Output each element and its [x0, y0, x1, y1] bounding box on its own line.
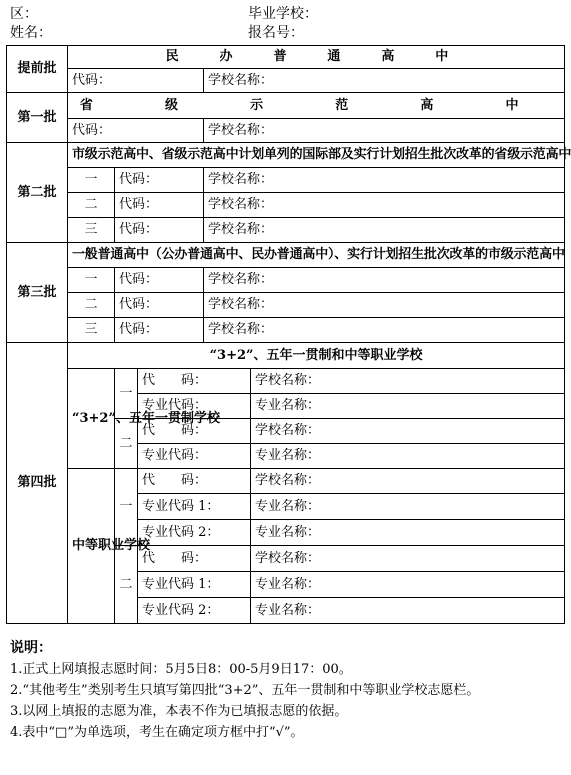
code-field[interactable]: 代码：	[115, 293, 204, 318]
fourth-batch-title-row	[7, 343, 565, 369]
code-field[interactable]: 代码：	[115, 193, 204, 218]
choice-number: 三	[68, 218, 115, 243]
first-batch-title-row	[7, 93, 565, 119]
school-name-field[interactable]: 学校名称：	[251, 546, 565, 572]
school-name-field[interactable]: 学校名称：	[204, 193, 565, 218]
graduation-school-label: 毕业学校：	[248, 6, 318, 22]
major-name-field[interactable]: 专业名称：	[251, 494, 565, 520]
third-batch-note: 一般普通高中（公办普通高中、民办普通高中）、实行计划招生批次改革的市级示范高中	[68, 243, 565, 268]
second-batch-note-row	[7, 143, 565, 168]
fourth-batch-title: “3+2”、五年一贯制和中等职业学校	[68, 343, 565, 369]
choice-number: 二	[115, 419, 138, 469]
code-field[interactable]: 代 码：	[138, 369, 251, 394]
school-name-field[interactable]: 学校名称：	[204, 268, 565, 293]
code-field[interactable]: 代 码：	[138, 546, 251, 572]
student-name-label: 姓名：	[10, 25, 52, 41]
choice-number: 一	[115, 369, 138, 419]
registration-number-label: 报名号：	[248, 25, 304, 41]
major-code-field[interactable]: 专业代码：	[138, 444, 251, 469]
major-name-field[interactable]: 专业名称：	[251, 572, 565, 598]
early-batch-label: 提前批	[7, 46, 68, 93]
second-batch-note: 市级示范高中、省级示范高中计划单列的国际部及实行计划招生批次改革的省级示范高中	[68, 143, 565, 168]
choice-number: 一	[115, 469, 138, 546]
major-code-field[interactable]: 专业代码 1：	[138, 572, 251, 598]
choice-number: 三	[68, 318, 115, 343]
fourth-batch-label: 第四批	[7, 343, 68, 624]
instruction-item: 2.“其他考生”类别考生只填写第四批“3+2”、五年一贯制和中等职业学校志愿栏。	[10, 683, 480, 698]
choice-number: 二	[68, 193, 115, 218]
three-plus-two-choice-1-code-row	[7, 369, 565, 394]
third-batch-choice-2	[7, 293, 565, 318]
code-field[interactable]: 代码：	[68, 119, 204, 143]
major-name-field[interactable]: 专业名称：	[251, 520, 565, 546]
three-plus-two-school-label: “3+2”、五年一贯制学校	[68, 369, 115, 469]
school-name-field[interactable]: 学校名称：	[251, 469, 565, 494]
instruction-item: 1.正式上网填报志愿时间：5月5日8：00-5月9日17：00。	[10, 662, 352, 677]
vocational-school-label: 中等职业学校	[68, 469, 115, 624]
second-batch-label: 第二批	[7, 143, 68, 243]
school-name-field[interactable]: 学校名称：	[251, 369, 565, 394]
third-batch-choice-3	[7, 318, 565, 343]
instructions	[10, 638, 565, 743]
school-name-field[interactable]: 学校名称：	[204, 293, 565, 318]
major-code-field[interactable]: 专业代码：	[138, 394, 251, 419]
major-code-field[interactable]: 专业代码 1：	[138, 494, 251, 520]
second-batch-choice-2	[7, 193, 565, 218]
school-name-field[interactable]: 学校名称：	[251, 419, 565, 444]
school-name-field[interactable]: 学校名称：	[204, 69, 565, 93]
school-name-field[interactable]: 学校名称：	[204, 218, 565, 243]
third-batch-note-row	[7, 243, 565, 268]
school-name-field[interactable]: 学校名称：	[204, 168, 565, 193]
school-name-field[interactable]: 学校名称：	[204, 318, 565, 343]
district-label: 区：	[10, 6, 38, 22]
major-code-field[interactable]: 专业代码 2：	[138, 598, 251, 624]
application-form-table	[6, 45, 571, 624]
early-batch-title-row	[7, 46, 565, 69]
major-name-field[interactable]: 专业名称：	[251, 444, 565, 469]
major-name-field[interactable]: 专业名称：	[251, 598, 565, 624]
choice-number: 二	[115, 546, 138, 624]
instructions-heading: 说明：	[10, 640, 52, 656]
code-field[interactable]: 代码：	[115, 268, 204, 293]
choice-number: 一	[68, 168, 115, 193]
first-batch-entry-row	[7, 119, 565, 143]
second-batch-choice-1	[7, 168, 565, 193]
instruction-item: 3.以网上填报的志愿为准，本表不作为已填报志愿的依据。	[10, 704, 348, 719]
code-field[interactable]: 代码：	[115, 168, 204, 193]
second-batch-choice-3	[7, 218, 565, 243]
code-field[interactable]: 代码：	[68, 69, 204, 93]
choice-number: 二	[68, 293, 115, 318]
choice-number: 一	[68, 268, 115, 293]
early-batch-entry-row	[7, 69, 565, 93]
code-field[interactable]: 代 码：	[138, 419, 251, 444]
code-field[interactable]: 代码：	[115, 318, 204, 343]
vocational-choice-1-code-row	[7, 469, 565, 494]
early-batch-title: 民 办 普 通 高 中	[68, 46, 565, 69]
major-name-field[interactable]: 专业名称：	[251, 394, 565, 419]
school-name-field[interactable]: 学校名称：	[204, 119, 565, 143]
third-batch-choice-1	[7, 268, 565, 293]
third-batch-label: 第三批	[7, 243, 68, 343]
instruction-item: 4.表中“□”为单选项，考生在确定项方框中打“√”。	[10, 725, 304, 740]
first-batch-title: 省 级 示 范 高 中	[68, 93, 565, 119]
first-batch-label: 第一批	[7, 93, 68, 143]
code-field[interactable]: 代码：	[115, 218, 204, 243]
major-code-field[interactable]: 专业代码 2：	[138, 520, 251, 546]
code-field[interactable]: 代 码：	[138, 469, 251, 494]
